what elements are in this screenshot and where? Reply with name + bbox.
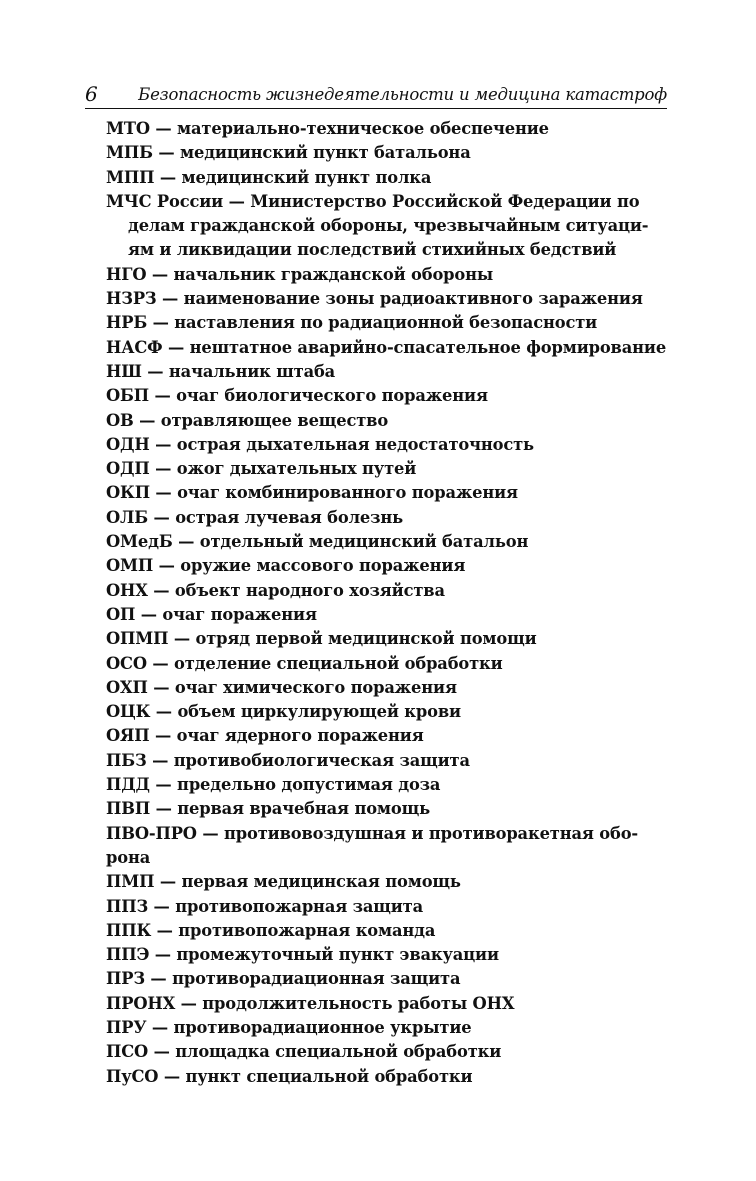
- entry-text: ПБЗ — противобиологическая защита: [106, 750, 470, 770]
- entry-text: ПуСО — пункт специальной обработки: [106, 1066, 473, 1086]
- abbreviation-entry: [106, 311, 668, 335]
- abbreviation-entry: [106, 336, 668, 360]
- entry-text: ПРЗ — противорадиационная защита: [106, 969, 461, 989]
- abbreviation-entry: [106, 919, 668, 943]
- abbreviation-entry: [106, 506, 668, 530]
- entry-text: ОДН — острая дыхательная недостаточность: [106, 434, 534, 454]
- abbreviation-entry: [106, 409, 668, 433]
- entry-text: МПБ — медицинский пункт батальона: [106, 143, 471, 163]
- entry-text: НРБ — наставления по радиационной безопасности: [106, 313, 598, 333]
- entry-text: НЗРЗ — наименование зоны радиоактивного заражения: [106, 289, 643, 309]
- abbreviation-entry: [106, 943, 668, 967]
- entry-text: ППК — противопожарная команда: [106, 920, 436, 940]
- entry-text: ППЗ — противопожарная защита: [106, 896, 423, 916]
- abbreviation-entry: [106, 579, 668, 603]
- abbreviation-entry: [106, 190, 668, 263]
- entry-text: ОСО — отделение специальной обработки: [106, 653, 503, 673]
- abbreviation-entry: [106, 773, 668, 797]
- abbreviation-entry: [106, 433, 668, 457]
- abbreviation-entry: [106, 117, 668, 141]
- entry-text: ПРУ — противорадиационное укрытие: [106, 1017, 472, 1037]
- entry-text: МЧС России — Министерство Российской Федерации по: [106, 191, 640, 211]
- running-title: Безопасность жизнедеятельности и медицина катастроф: [138, 85, 667, 104]
- entry-text: ОБП — очаг биологического поражения: [106, 386, 488, 406]
- abbreviation-entry: [106, 652, 668, 676]
- entry-text: ПВО-ПРО — противовоздушная и противоракетная обо-: [106, 823, 639, 843]
- abbreviation-entry: [106, 700, 668, 724]
- abbreviation-entry: [106, 360, 668, 384]
- abbreviation-entry: [106, 166, 668, 190]
- entry-text: ОМП — оружие массового поражения: [106, 556, 466, 576]
- entry-text: ОЦК — объем циркулирующей крови: [106, 702, 461, 722]
- abbreviation-entry: [106, 822, 668, 871]
- page-number: 6: [85, 82, 98, 106]
- entry-text: ОНХ — объект народного хозяйства: [106, 580, 445, 600]
- abbreviation-entry: [106, 895, 668, 919]
- abbreviation-entry: [106, 384, 668, 408]
- abbreviation-entry: [106, 1065, 668, 1089]
- entry-text: ПРОНХ — продолжительность работы ОНХ: [106, 993, 515, 1013]
- abbreviation-entry: [106, 870, 668, 894]
- entry-text: МТО — материально-техническое обеспечение: [106, 119, 549, 138]
- abbreviation-entry: [106, 263, 668, 287]
- abbreviation-entry: [106, 676, 668, 700]
- abbreviation-entry: [106, 967, 668, 991]
- abbreviation-entry: [106, 797, 668, 821]
- entry-text: МПП — медицинский пункт полка: [106, 167, 432, 187]
- entry-text: НШ — начальник штаба: [106, 361, 336, 381]
- entry-text: ПДД — предельно допустимая доза: [106, 775, 441, 795]
- entry-text: ОПМП — отряд первой медицинской помощи: [106, 629, 537, 649]
- entry-continuation: ям и ликвидации последствий стихийных бедствий: [128, 240, 617, 260]
- abbreviation-entry: [106, 749, 668, 773]
- abbreviation-entry: [106, 287, 668, 311]
- entry-text: НАСФ — нештатное аварийно-спасательное формирование: [106, 337, 667, 357]
- entry-text: ОЯП — очаг ядерного поражения: [106, 726, 424, 746]
- entry-text: ОП — очаг поражения: [106, 604, 317, 624]
- abbreviation-entry: [106, 1040, 668, 1064]
- running-header: [85, 82, 667, 109]
- entry-text: ОХП — очаг химического поражения: [106, 677, 457, 697]
- entry-text: НГО — начальник гражданской обороны: [106, 264, 494, 284]
- entry-text: ОКП — очаг комбинированного поражения: [106, 483, 518, 503]
- entry-text: ОДП — ожог дыхательных путей: [106, 459, 417, 479]
- abbreviation-entry: [106, 457, 668, 481]
- entry-text: ПВП — первая врачебная помощь: [106, 799, 430, 819]
- entry-text: ПСО — площадка специальной обработки: [106, 1042, 502, 1062]
- abbreviation-entry: [106, 603, 668, 627]
- abbreviation-entry: [106, 554, 668, 578]
- entry-text: ОВ — отравляющее вещество: [106, 410, 389, 430]
- abbreviation-entry: [106, 481, 668, 505]
- entry-text: ПМП — первая медицинская помощь: [106, 872, 461, 892]
- abbreviation-entry: [106, 724, 668, 748]
- abbreviation-entry: [106, 141, 668, 165]
- abbreviation-list: [106, 117, 668, 1089]
- abbreviation-entry: [106, 992, 668, 1016]
- abbreviation-entry: [106, 1016, 668, 1040]
- abbreviation-entry: [106, 530, 668, 554]
- entry-text: ОМедБ — отдельный медицинский батальон: [106, 532, 529, 552]
- entry-text: ППЭ — промежуточный пункт эвакуации: [106, 945, 499, 965]
- entry-text: ОЛБ — острая лучевая болезнь: [106, 507, 404, 527]
- entry-continuation: рона: [106, 847, 151, 867]
- abbreviation-entry: [106, 627, 668, 651]
- entry-continuation: делам гражданской обороны, чрезвычайным ситуаци-: [128, 216, 649, 236]
